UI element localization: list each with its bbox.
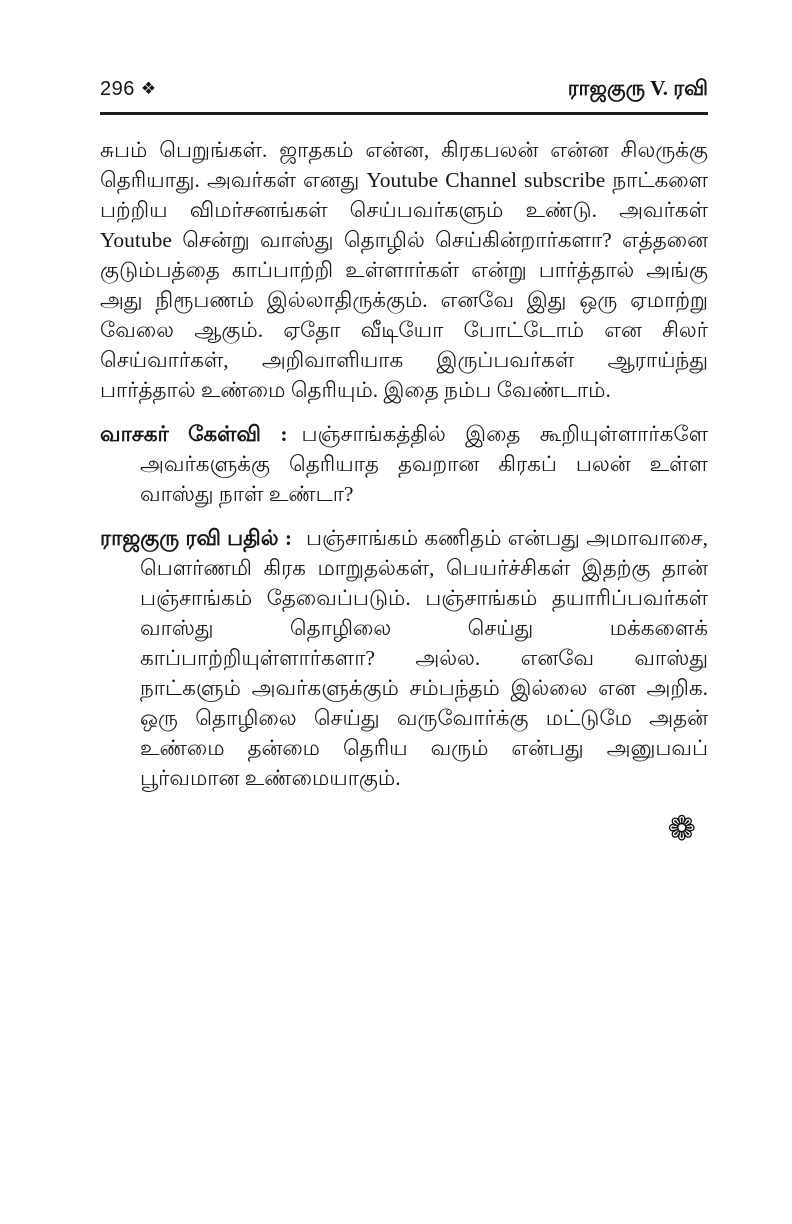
question-label: வாசகர் கேள்வி : (100, 422, 288, 446)
page-number: 296 (100, 78, 135, 100)
page-header (100, 76, 708, 103)
running-title: ராஜகுரு V. ரவி (567, 76, 708, 100)
diamond-icon: ❖ (140, 79, 157, 98)
flower-ornament: ❁ (667, 811, 696, 848)
answer-paragraph (100, 523, 708, 793)
page-content (100, 135, 708, 849)
intro-paragraph: சுபம் பெறுங்கள். ஜாதகம் என்ன, கிரகபலன் என்ன சிலருக்கு தெரியாது. அவர்கள் எனது Youtube Channel subscribe நாட்களை பற்றிய விமர்சனங்கள் செய்பவர்களும் உண்டு. அவர்கள் Youtube சென்று வாஸ்து தொழில் செய்கின்றார்களா? எத்தனை குடும்பத்தை காப்பாற்றி உள்ளார்கள் என்று பார்த்தால் அங்கு அது நிரூபணம் இல்லாதிருக்கும். எனவே இது ஒரு ஏமாற்று வேலை ஆகும். ஏதோ வீடியோ போட்டோம் என சிலர் செய்வார்கள், அறிவாளியாக இருப்பவர்கள் ஆராய்ந்து பார்த்தால் உண்மை தெரியும். இதை நம்ப வேண்டாம். (100, 138, 708, 402)
header-rule (100, 112, 708, 115)
page-number-block (100, 78, 157, 101)
answer-label: ராஜகுரு ரவி பதில் : (100, 526, 293, 550)
answer-text: பஞ்சாங்கம் கணிதம் என்பது அமாவாசை, பௌர்ணமி கிரக மாறுதல்கள், பெயர்ச்சிகள் இதற்கு தான் பஞ்சாங்கம் தேவைப்படும். பஞ்சாங்கம் தயாரிப்பவர்கள் வாஸ்து தொழிலை செய்து மக்களைக் காப்பாற்றியுள்ளார்களா? அல்ல. எனவே வாஸ்து நாட்களும் அவர்களுக்கும் சம்பந்தம் இல்லை என அறிக. ஒரு தொழிலை செய்து வருவோர்க்கு மட்டுமே அதன் உண்மை தன்மை தெரிய வரும் என்பது அனுபவப் பூர்வமான உண்மையாகும். (140, 526, 708, 790)
question-text: பஞ்சாங்கத்தில் இதை கூறியுள்ளார்களே அவர்களுக்கு தெரியாத தவறான கிரகப் பலன் உள்ள வாஸ்து நாள் உண்டா? (140, 422, 708, 506)
question-paragraph (100, 419, 708, 509)
